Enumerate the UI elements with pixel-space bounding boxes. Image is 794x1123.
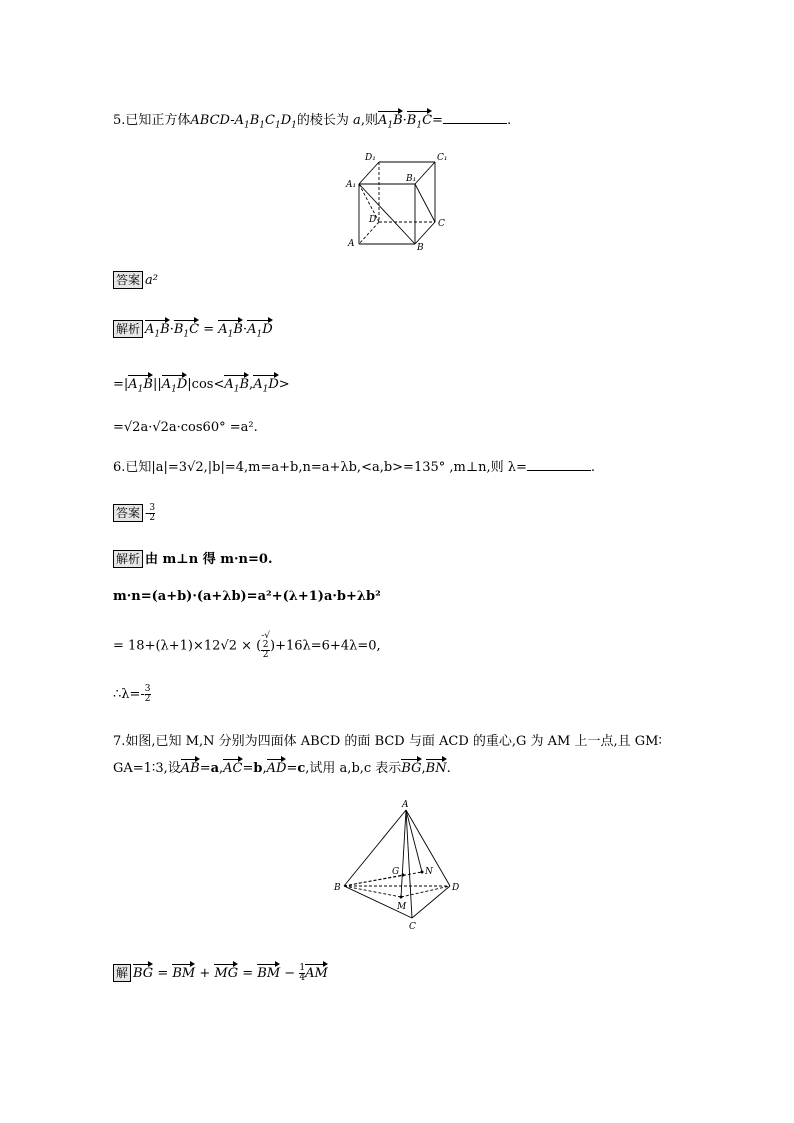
q6-answer: 答案 - $\frac{3}{2}$ — [113, 504, 155, 523]
q6-analysis-line3: = 18+(λ+1)×12√2 × (-√ 2 2 )+16λ=6+4λ=0, — [113, 631, 381, 660]
q6-analysis-line4: ∴λ=- $\frac{3}{2}$ — [113, 684, 151, 704]
q6-stem: 6.已知|a|=3√2,|b|=4,m=a+b,n=a+λb,<a,b>=135° ,m⊥n,则 λ= . — [113, 460, 595, 475]
cube-label-D: D — [369, 215, 377, 225]
tetra-label-A: A — [402, 800, 409, 810]
analysis-tag: 解析 — [113, 320, 143, 338]
tetra-label-D: D — [452, 883, 460, 893]
answer-tag: 答案 — [113, 271, 143, 289]
q5-answer: 答案 a² — [113, 271, 158, 290]
cube-label-A: A — [348, 239, 355, 249]
q7-stem-line1: 7.如图,已知 M,N 分别为四面体 ABCD 的面 BCD 与面 ACD 的重心,G 为 AM 上一点,且 GM∶ — [113, 734, 662, 749]
answer-tag: 答案 — [113, 504, 143, 522]
tetra-label-N: N — [425, 867, 433, 877]
cube-label-A1: A₁ — [346, 180, 357, 190]
q6-analysis-line1: 解析 由 m⊥n 得 m·n=0. — [113, 550, 272, 569]
tetrahedron-figure — [330, 795, 465, 935]
tetra-label-G: G — [392, 867, 400, 877]
q5-stem: 5.已知正方体ABCD-$A_1B_1C_1D_1$的棱长为 a,则$A_1B\cdot B_1C=$ . — [113, 109, 511, 135]
q5-analysis-line3: =√2a·√2a·cos60° =a². — [113, 420, 258, 435]
analysis-tag: 解析 — [113, 550, 143, 568]
cube-label-C1: C₁ — [437, 153, 448, 163]
q7-solution: 解 BG = BM + MG = BM − $\frac{1}{4}$ AM — [113, 962, 328, 983]
q7-stem-line2: GA=1∶3,设AB=a,AC=b,AD=c,试用 a,b,c 表示BG,BN. — [113, 757, 451, 778]
tetra-label-M: M — [397, 902, 407, 912]
tetra-label-B: B — [334, 883, 341, 893]
solution-tag: 解 — [113, 964, 131, 982]
q5-analysis-line1: 解析 $A_1B\cdot B_1C = A_1B\cdot A_1D$ — [113, 318, 273, 344]
cube-label-B1: B₁ — [406, 174, 417, 184]
cube-label-D1: D₁ — [365, 153, 376, 163]
cube-figure — [343, 150, 453, 255]
cube-label-C: C — [438, 219, 445, 229]
q6-analysis-line2: m·n=(a+b)·(a+λb)=a²+(λ+1)a·b+λb² — [113, 589, 381, 604]
tetra-label-C: C — [409, 922, 416, 932]
q5-analysis-line2: $=|A_1B||A_1D|\cos<A_1B,A_1D>$ — [113, 373, 290, 399]
cube-label-B: B — [417, 243, 424, 253]
